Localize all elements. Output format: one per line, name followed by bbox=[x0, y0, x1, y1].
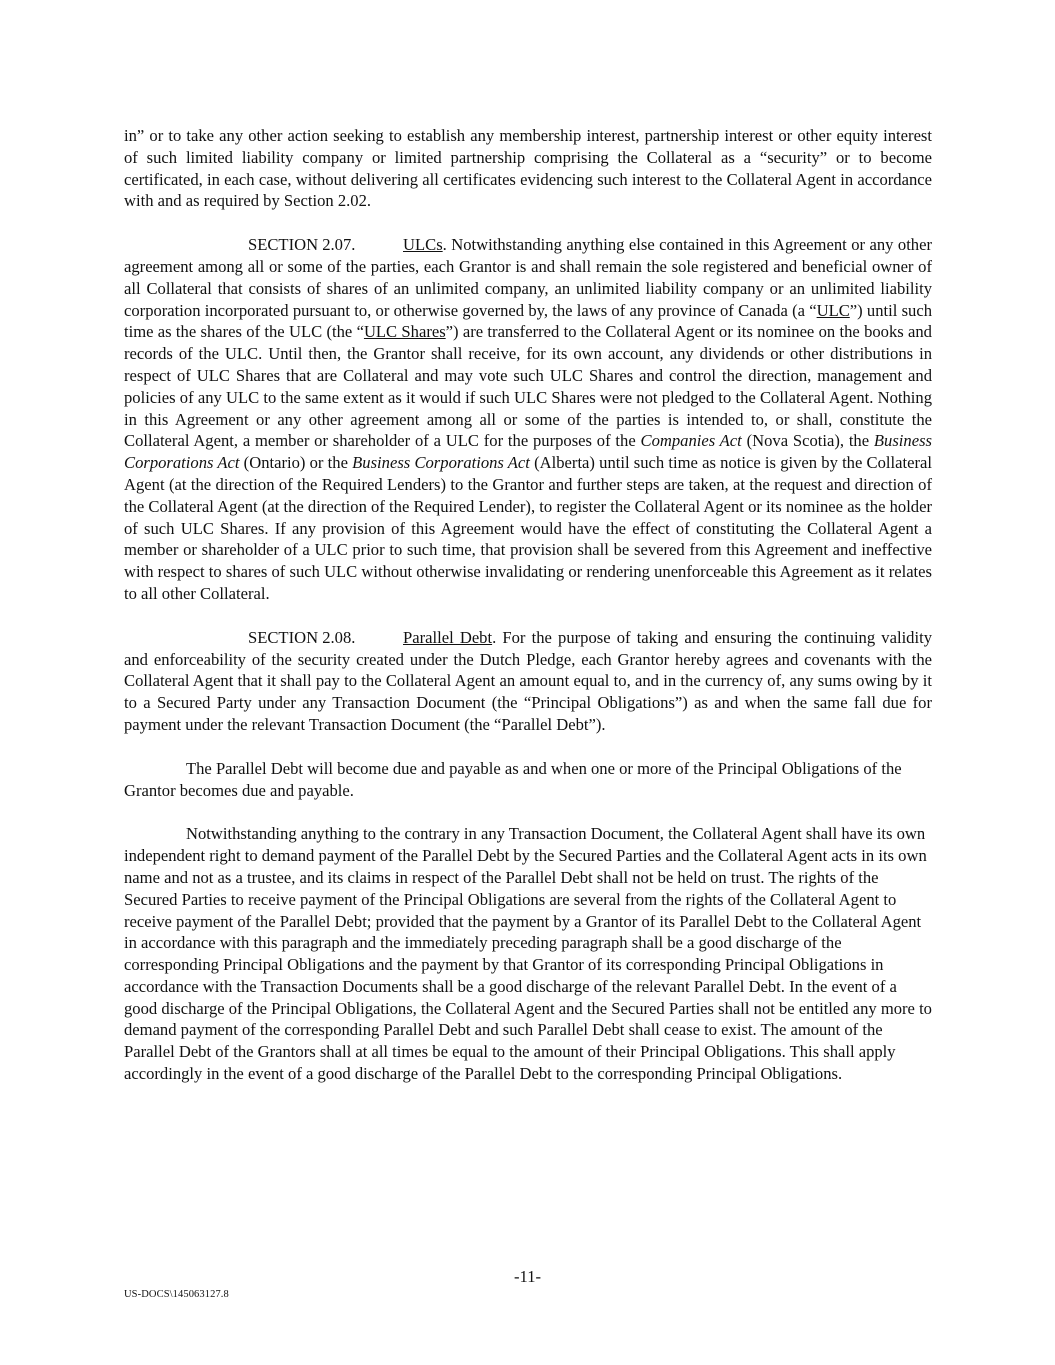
section-heading: ULCs bbox=[403, 235, 443, 255]
section-text: . Notwithstanding anything else contained in this Agreement or any other agreement among all or some of the parties, each Grantor is and shall remain the sole registered and beneficial owner of all Collateral that consists of shares of an unlimited company, an unlimited liability company or an unlimited liability corporation incorporated pursuant to, or otherwise governed by, the laws of any province of Canada (a “ bbox=[124, 235, 932, 320]
paragraph-text: in” or to take any other action seeking to establish any membership interest, partnership interest or other equity interest of such limited liability company or limited partnership comprising the Collateral as a “security” or to become certificated, in each case, without delivering all certificates evidencing such interest to the Collateral Agent in accordance with and as required by Section 2.02. bbox=[124, 126, 932, 211]
section-2-07 bbox=[124, 234, 932, 605]
parallel-debt-rights-paragraph bbox=[124, 823, 932, 1085]
section-2-08 bbox=[124, 627, 932, 736]
section-text: (Nova Scotia), the bbox=[741, 431, 874, 451]
document-body bbox=[124, 125, 932, 1107]
defined-term-ulc: ULC bbox=[816, 300, 850, 320]
statute-companies-act: Companies Act bbox=[640, 431, 742, 451]
statute-business-corporations-act-ontario: Business Corporations Act bbox=[124, 431, 932, 473]
section-text: . For the purpose of taking and ensuring the continuing validity and enforceability of the security created under the Dutch Pledge, each Grantor hereby agrees and covenants with the Collateral Agent that it shall pay to the Collateral Agent an amount equal to, and in the currency of, any sums owing by it to a Secured Party under any Transaction Document (the “Principal Obligations”) as and when the same fall due for payment under the relevant Transaction Document (the “Parallel Debt”). bbox=[124, 627, 932, 734]
paragraph-continuation bbox=[124, 125, 932, 212]
section-heading: Parallel Debt bbox=[403, 627, 493, 647]
section-text: ”) until such time as the shares of the ULC (the “ bbox=[124, 300, 933, 342]
statute-business-corporations-act-alberta: Business Corporations Act bbox=[352, 453, 530, 473]
section-text: (Alberta) until such time as notice is given by the Collateral Agent (at the direction of the Required Lenders) to the Grantor and further steps are taken, at the request and direction of the Collateral Agent (at the direction of the Required Lender), to register the Collateral Agent or its nominee as the holder of such ULC Shares. If any provision of this Agreement would have the effect of constituting the Collateral Agent a member or shareholder of a ULC prior to such time, that provision shall be severed from this Agreement and ineffective with respect to shares of such ULC without otherwise invalidating or rendering unenforceable this Agreement as it relates to all other Collateral. bbox=[124, 453, 932, 603]
parallel-debt-due-paragraph bbox=[124, 758, 932, 802]
document-id: US-DOCS\145063127.8 bbox=[124, 1289, 229, 1300]
section-text: ”) are transferred to the Collateral Agent or its nominee on the books and records of the ULC. Until then, the Grantor shall receive, for its own account, any dividends or other distributions in respect of ULC Shares that are Collateral and may vote such ULC Shares and control the direction, management and policies of any ULC to the same extent as it would if such ULC Shares were not pledged to the Collateral Agent. Nothing in this Agreement or any other agreement among all or some of the parties is intended to, or shall, constitute the Collateral Agent, a member or shareholder of a ULC for the purposes of the bbox=[124, 322, 932, 451]
page-number: -11- bbox=[513, 1267, 542, 1286]
section-text: (Ontario) or the bbox=[239, 453, 353, 473]
defined-term-ulc-shares: ULC Shares bbox=[363, 322, 446, 342]
paragraph-text: Notwithstanding anything to the contrary in any Transaction Document, the Collateral Agent shall have its own independent right to demand payment of the Parallel Debt by the Secured Parties and the Collateral Agent acts in its own name and not as a trustee, and its claims in respect of the Parallel Debt shall not be held on trust. The rights of the Secured Parties to receive payment of the Principal Obligations are several from the rights of the Collateral Agent to receive payment of the Parallel Debt; provided that the payment by a Grantor of its Parallel Debt to the Collateral Agent in accordance with this paragraph and the immediately preceding paragraph shall be a good discharge of the corresponding Principal Obligations and the payment by that Grantor of its corresponding Principal Obligations in accordance with the Transaction Documents shall be a good discharge of the relevant Parallel Debt. In the event of a good discharge of the Principal Obligations, the Collateral Agent and the Secured Parties shall not be entitled any more to demand payment of the corresponding Parallel Debt and such Parallel Debt shall cease to exist. The amount of the Parallel Debt of the Grantors shall at all times be equal to the amount of their Principal Obligations. This shall apply accordingly in the event of a good discharge of the Parallel Debt to the corresponding Principal Obligations. bbox=[124, 824, 932, 1084]
paragraph-text: The Parallel Debt will become due and payable as and when one or more of the Principal Obligations of the Grantor becomes due and payable. bbox=[124, 758, 902, 800]
section-number: SECTION 2.08. bbox=[248, 627, 356, 647]
section-number: SECTION 2.07. bbox=[248, 235, 356, 255]
